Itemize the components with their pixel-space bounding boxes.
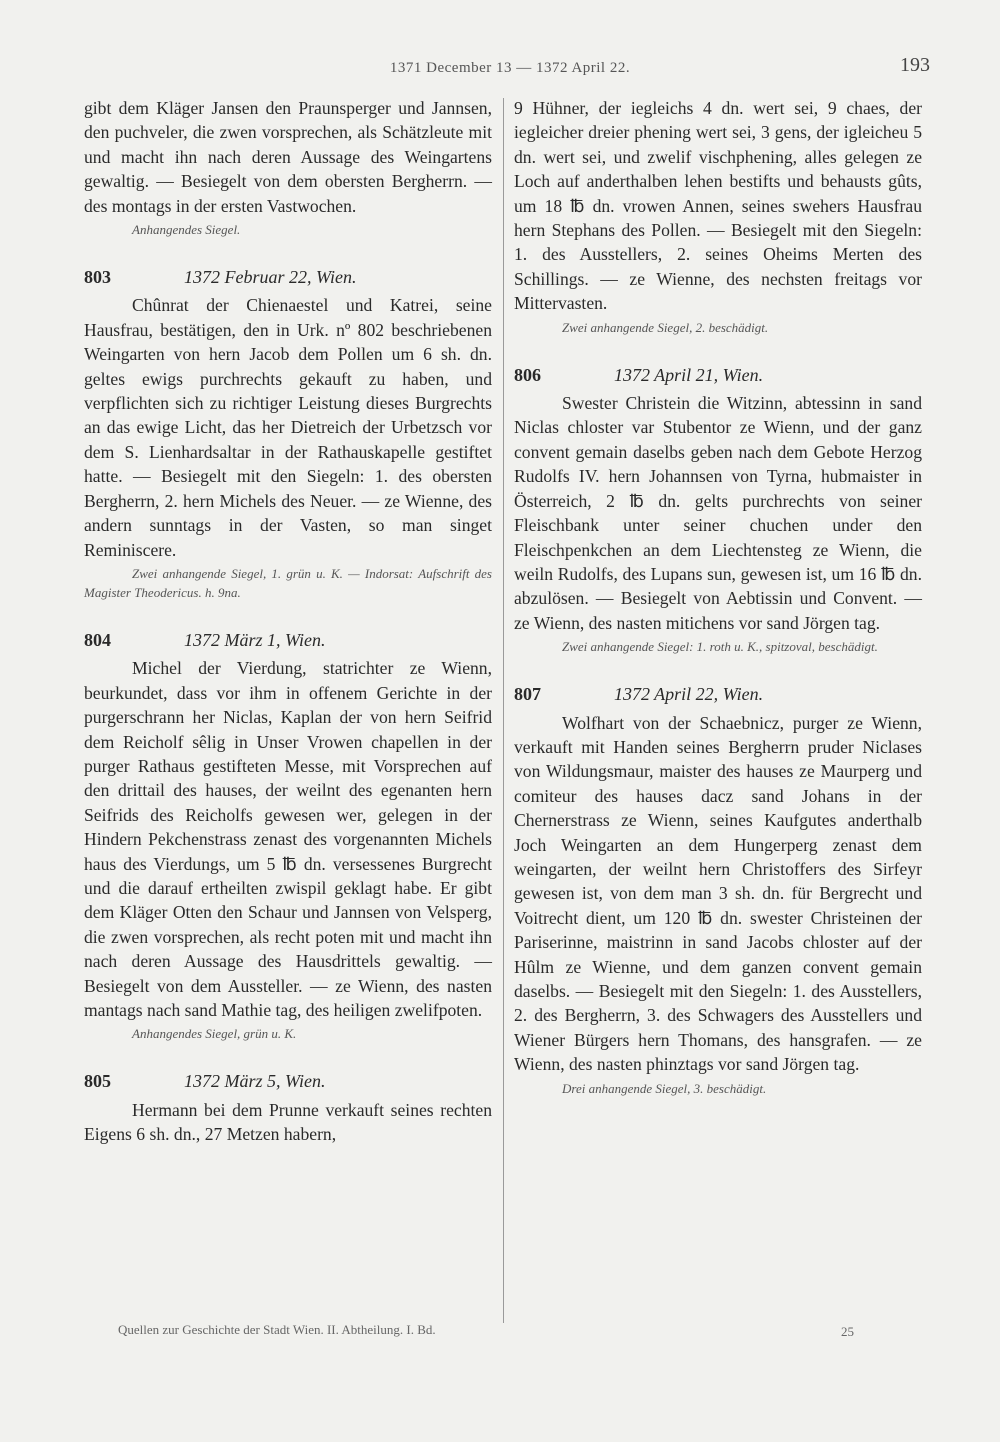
entry-803-heading [84, 265, 492, 289]
continuation-text: gibt dem Kläger Jansen den Praunsperger und Jannsen, den puchveler, die zwen vorsprechen, als Schätzleute mit und macht ihn nach deren Aussage des Weingartens gewaltig. — Besiegelt von dem obersten Bergherrn. — des montags in der ersten Vastwochen. [84, 98, 492, 216]
right-column [514, 96, 922, 1098]
entry-date: 1372 April 22, Wien. [614, 684, 764, 705]
entry-803-text: Chûnrat der Chienaestel und Katrei, seine Hausfrau, bestätigen, den in Urk. nº 802 beschriebenen Weingarten von hern Jacob dem Pollen um 6 sh. dn. geltes ewigs purchrechts gekauft zu haben, und verpflichten sich zu richtiger Leistung dieses Burgrechts an das ewige Licht, das her Dietreich der Urbetzsch vor dem S. Lienhardsaltar in der Rathauskapelle gestiftet hatte. — Besiegelt mit den Siegeln: 1. des obersten Bergherrn, 2. hern Michels des Neuer. — ze Wienne, des andern sunntags in der Vasten, so man singet Reminiscere. [84, 295, 492, 560]
entry-807-heading [514, 682, 922, 706]
entry-number: 803 [84, 267, 111, 288]
page-footer [118, 1322, 854, 1346]
footer-signature: 25 [841, 1324, 854, 1339]
entry-date: 1372 April 21, Wien. [614, 364, 764, 385]
entry-807-text: Wolfhart von der Schaebnicz, purger ze Wienn, verkauft mit Handen seines Bergherrn pruder Niclases von Wildungsmaur, maister des hauses ze Maurperg und comiteur des hauses dacz sand Johans in der Chernerstrass ze Wienn, seines Kaufgutes anderthalb Joch Weingarten an dem Hungerperg zenast dem weingarten, der weilnt hern Christoffers des Sirfeyr gewesen ist, von dem man 3 sh. dn. für Bergrecht und Voitrecht dient, um 120 ℔ dn. swester Christeinen der Pariserinne, maistrinn in sand Jacobs chloster auf der Hûlm ze Wienne, und dem ganzen convent gemain daselbs. — Besiegelt mit den Siegeln: 1. des Ausstellers, 2. des Bergherrn, 3. des Schwagers des Ausstellers und Wiener Bürgers hern Thomans, des hansgrafen. — ze Wienn, des nasten phinztags vor sand Jörgen tag. [514, 712, 922, 1075]
entry-803-seal: Zwei anhangende Siegel, 1. grün u. K. — Indorsat: Aufschrift des Magister Theodericus. h. 9na. [84, 565, 492, 600]
entry-date: 1372 Februar 22, Wien. [184, 267, 357, 288]
entry-number: 804 [84, 629, 111, 650]
footer-source: Quellen zur Geschichte der Stadt Wien. II. Abtheilung. I. Bd. [118, 1322, 436, 1337]
entry-number: 806 [514, 364, 541, 385]
entry-805-continuation: 9 Hühner, der iegleichs 4 dn. wert sei, 9 chaes, der iegleicher dreier phening wert sei, 3 gens, der igleicheu 5 dn. wert sei, und zwelif vischphening, alles gelegen ze Loch auf anderthalben lehen bestifts und behausts gûts, um 18 ℔ dn. vrowen Annen, seines swehers Hausfrau hern Stephans des Pollen. — Besiegelt mit den Siegeln: 1. des Ausstellers, 2. seines Oheims Merten des Schillings. — ze Wienne, des nechsten freitags vor Mittervasten. [514, 98, 922, 314]
running-title: 1371 December 13 — 1372 April 22. [389, 60, 631, 76]
column-divider [503, 98, 504, 1323]
page-number: 193 [900, 54, 930, 76]
seal-note: Anhangendes Siegel. [132, 222, 241, 238]
entry-number: 807 [514, 684, 541, 705]
entry-806-text: Swester Christein die Witzinn, abtessinn in sand Niclas chloster var Stubentor ze Wienn, und der ganz convent gemain daselbs geben nach dem Gebote Herzog Rudolfs IV. hern Johannsen von Tyrna, hubmaister in Österreich, 2 ℔ dn. gelts purchrechts von seiner Fleischbank unter seiner chuchen under den Fleischpenkchen an dem Liechtensteg ze Wienn, die weiln Rudolfs, des Lupans sun, gewesen ist, um 16 ℔ dn. abzulösen. — Besiegelt von Aebtissin und Convent. — ze Wienn, des nasten mitichens vor sand Jörgen tag. [514, 393, 922, 633]
left-column [84, 96, 492, 1147]
entry-date: 1372 März 5, Wien. [184, 1071, 326, 1092]
entry-806-seal: Zwei anhangende Siegel: 1. roth u. K., spitzoval, beschädigt. [562, 639, 878, 655]
entry-date: 1372 März 1, Wien. [184, 629, 326, 650]
entry-805-seal: Zwei anhangende Siegel, 2. beschädigt. [562, 319, 769, 335]
entry-805-text: Hermann bei dem Prunne verkauft seines rechten Eigens 6 sh. dn., 27 Metzen habern, [84, 1099, 492, 1145]
page-header [90, 54, 930, 84]
entry-805-heading [84, 1069, 492, 1093]
entry-807-seal: Drei anhangende Siegel, 3. beschädigt. [562, 1080, 767, 1096]
entry-804-text: Michel der Vierdung, statrichter ze Wienn, beurkundet, dass vor ihm in offenem Gerichte in der purgerschrann her Niclas, Kaplan der von hern Seifrid dem Reicholf sêlig in Unser Vrowen chapellen in der purger Rathaus gestifteten Messe, mit Vorsprechen auf den drittail des hauses, der weilnt des egenanten hern Seifrids des Reicholfs gewesen wer, gelegen in der Hindern Pekchenstrass zenast des vorgenannten Michels haus des Vierdungs, um 5 ℔ dn. versessenes Burgrecht und die darauf ertheilten zwispil geklagt habe. Er gibt dem Kläger Otten den Schaur und Jannsen von Velsperg, die zwen vorsprechen, als recht poten mit und macht ihn nach deren Aussage des Hausdrittels gewaltig. — Besiegelt von dem Aussteller. — ze Wienn, des nasten mantags nach sand Mathie tag, des heiligen zwelifpoten. [84, 658, 492, 1020]
entry-number: 805 [84, 1071, 111, 1092]
entry-804-heading [84, 628, 492, 652]
entry-806-heading [514, 363, 922, 387]
entry-804-seal: Anhangendes Siegel, grün u. K. [132, 1026, 297, 1042]
